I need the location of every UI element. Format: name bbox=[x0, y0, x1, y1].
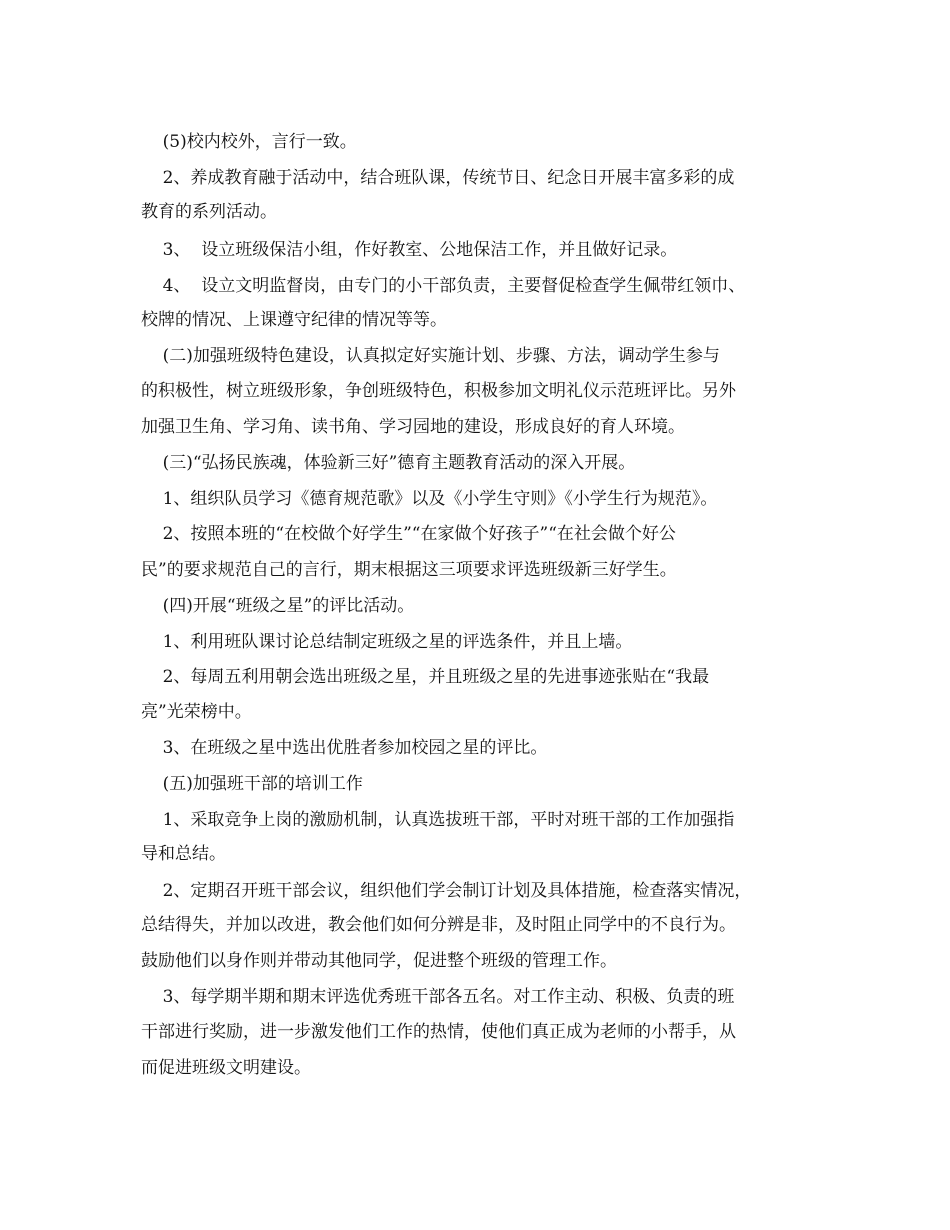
text-line: 加强卫生角、学习角、读书角、学习园地的建设，形成良好的育人环境。 bbox=[141, 417, 685, 437]
text-line: (5)校内校外，言行一致。 bbox=[141, 132, 357, 152]
text-line: (三)“弘扬民族魂，体验新三好”德育主题教育活动的深入开展。 bbox=[141, 453, 636, 473]
text-line: 总结得失，并加以改进，教会他们如何分辨是非，及时阻止同学中的不良行为。 bbox=[141, 915, 736, 935]
text-line: (五)加强班干部的培训工作 bbox=[141, 774, 363, 794]
text-line: 4、 设立文明监督岗，由专门的小干部负责，主要督促检查学生佩带红领巾、 bbox=[141, 276, 746, 296]
text-line: 教育的系列活动。 bbox=[141, 202, 277, 222]
text-line: 1、采取竞争上岗的激励机制，认真选拔班干部，平时对班干部的工作加强指 bbox=[141, 810, 735, 830]
text-line: 3、 设立班级保洁小组，作好教室、公地保洁工作，并且做好记录。 bbox=[141, 240, 678, 260]
text-line: 亮”光荣榜中。 bbox=[141, 702, 252, 722]
text-line: 2、每周五利用朝会选出班级之星，并且班级之星的先进事迹张贴在“我最 bbox=[141, 667, 710, 687]
text-line: 导和总结。 bbox=[141, 844, 226, 864]
text-line: 而促进班级文明建设。 bbox=[141, 1058, 311, 1078]
text-line: 1、利用班队课讨论总结制定班级之星的评选条件，并且上墙。 bbox=[141, 632, 633, 652]
text-line: 2、养成教育融于活动中，结合班队课，传统节日、纪念日开展丰富多彩的成 bbox=[141, 168, 735, 188]
text-line: 民”的要求规范自己的言行，期末根据这三项要求评选班级新三好学生。 bbox=[141, 560, 677, 580]
text-line: 2、按照本班的“在校做个好学生”“在家做个好孩子”“在社会做个好公 bbox=[141, 524, 676, 544]
text-line: 的积极性，树立班级形象，争创班级特色，积极参加文明礼仪示范班评比。另外 bbox=[141, 381, 736, 401]
text-line: 3、在班级之星中选出优胜者参加校园之星的评比。 bbox=[141, 738, 548, 758]
text-line: (四)开展“班级之星”的评比活动。 bbox=[141, 596, 415, 616]
text-line: 鼓励他们以身作则并带动其他同学，促进整个班级的管理工作。 bbox=[141, 951, 617, 971]
text-line: (二)加强班级特色建设，认真拟定好实施计划、步骤、方法，调动学生参与 bbox=[141, 346, 720, 366]
text-line: 3、每学期半期和期末评选优秀班干部各五名。对工作主动、积极、负责的班 bbox=[141, 987, 735, 1007]
text-line: 干部进行奖励，进一步激发他们工作的热情，使他们真正成为老师的小帮手，从 bbox=[141, 1022, 736, 1042]
text-line: 2、定期召开班干部会议，组织他们学会制订计划及具体措施，检查落实情况， bbox=[141, 881, 752, 901]
text-line: 校牌的情况、上课遵守纪律的情况等等。 bbox=[141, 310, 447, 330]
text-line: 1、组织队员学习《德育规范歌》以及《小学生守则》《小学生行为规范》。 bbox=[141, 489, 718, 509]
